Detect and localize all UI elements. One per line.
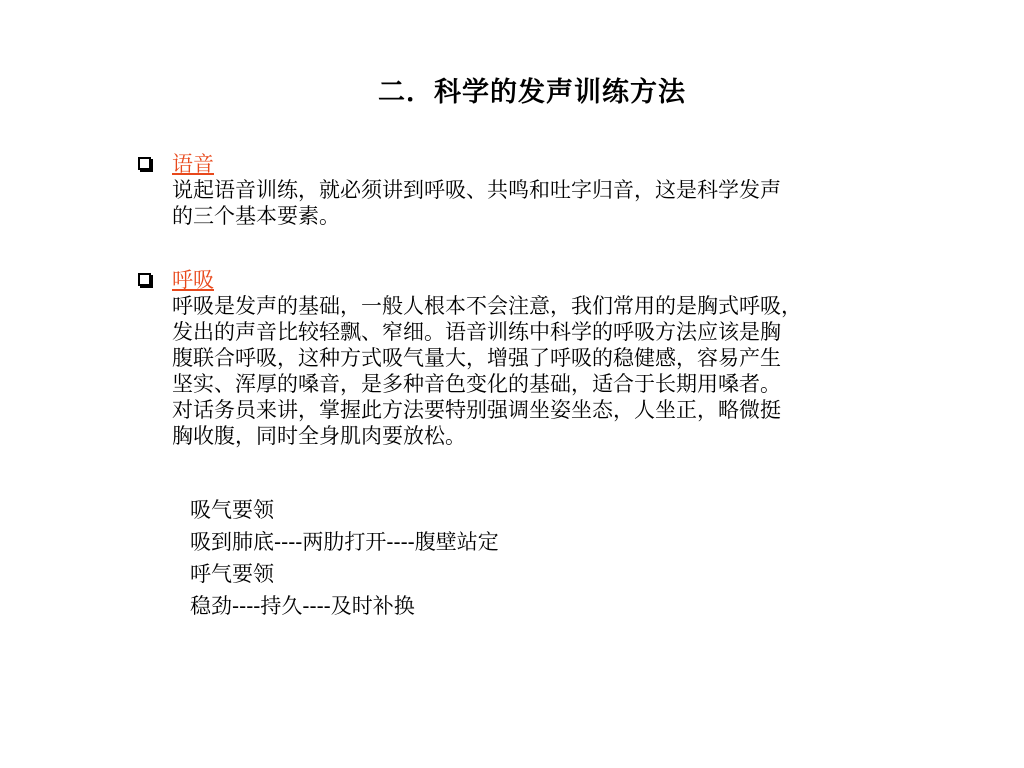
hollow-square-bullet-icon bbox=[138, 273, 151, 286]
body-line: 对话务员来讲，掌握此方法要特别强调坐姿坐态，人坐正，略微挺 bbox=[172, 398, 781, 422]
section-body-breathing bbox=[172, 293, 802, 449]
body-line: 胸收腹，同时全身肌肉要放松。 bbox=[172, 424, 466, 448]
body-line: 说起语音训练，就必须讲到呼吸、共鸣和吐字归音，这是科学发声 bbox=[172, 178, 781, 202]
body-line: 呼吸是发声的基础，一般人根本不会注意，我们常用的是胸式呼吸， bbox=[172, 294, 802, 318]
body-line: 腹联合呼吸，这种方式吸气量大，增强了呼吸的稳健感，容易产生 bbox=[172, 346, 781, 370]
body-line: 的三个基本要素。 bbox=[172, 204, 340, 228]
inhale-heading: 吸气要领 bbox=[190, 498, 274, 522]
exhale-steps: 稳劲----持久----及时补换 bbox=[190, 594, 415, 618]
inhale-steps: 吸到肺底----两肋打开----腹壁站定 bbox=[190, 530, 499, 554]
slide-title: 二．科学的发声训练方法 bbox=[378, 77, 686, 108]
exhale-heading: 呼气要领 bbox=[190, 562, 274, 586]
breathing-points bbox=[190, 494, 499, 622]
body-line: 坚实、浑厚的嗓音，是多种音色变化的基础，适合于长期用嗓者。 bbox=[172, 372, 781, 396]
section-heading-pronunciation: 语音 bbox=[172, 152, 214, 176]
section-heading-breathing: 呼吸 bbox=[172, 268, 214, 292]
section-body-pronunciation bbox=[172, 177, 781, 229]
hollow-square-bullet-icon bbox=[138, 157, 151, 170]
body-line: 发出的声音比较轻飘、窄细。语音训练中科学的呼吸方法应该是胸 bbox=[172, 320, 781, 344]
